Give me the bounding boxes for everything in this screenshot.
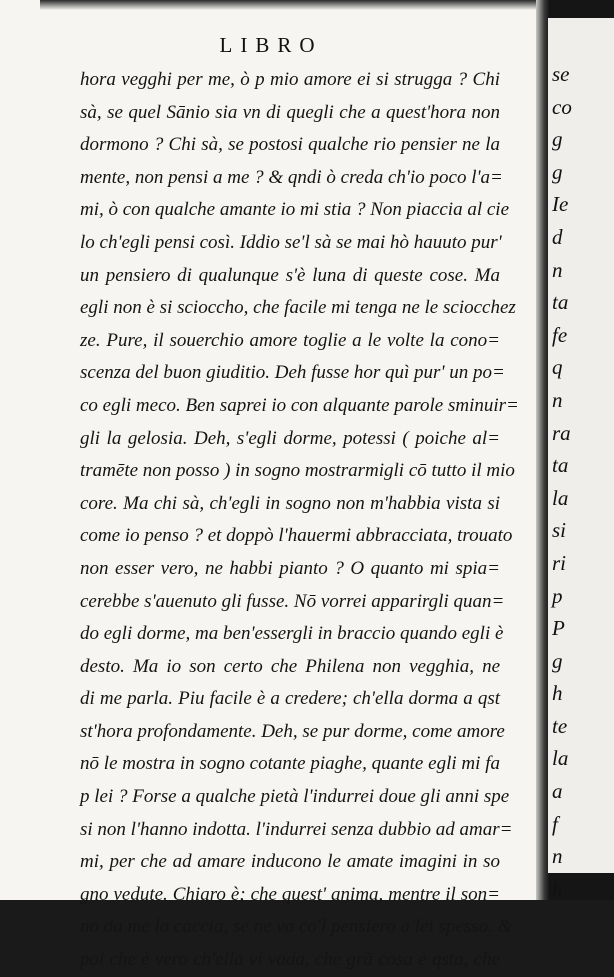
text-line: no da me la caccia, se ne va co'l pensiero a lei spesso. &	[80, 916, 513, 938]
body-text	[80, 64, 519, 977]
text-line: gno vedute. Chiaro è; che quest' anima, mentre il son=	[80, 883, 500, 905]
facing-page-line-start: la	[552, 746, 569, 771]
text-line: mi, per che ad amare inducono le amate imagini in so	[80, 851, 500, 873]
facing-page-line-start: ri	[552, 550, 567, 575]
facing-page-line-start: g	[552, 648, 563, 673]
text-line: st'hora profondamente. Deh, se pur dorme, come amore	[80, 720, 505, 742]
facing-page-line-start: si	[552, 518, 567, 543]
text-line: scenza del buon giuditio. Deh fusse hor quì pur' un po=	[80, 362, 505, 384]
facing-page-line-start: n	[552, 844, 563, 869]
facing-page-line-start: g	[552, 159, 563, 184]
facing-page-line-start: ta	[552, 290, 569, 315]
facing-page-line-start: P	[552, 616, 565, 641]
text-line: desto. Ma io son certo che Philena non vegghia, ne	[80, 655, 500, 677]
facing-page-line-start: f	[552, 811, 558, 836]
text-line: di me parla. Piu facile è a credere; ch'ella dorma a qst	[80, 688, 500, 710]
text-line: egli non è si scioccho, che facile mi tenga ne le sciocchez	[80, 297, 516, 319]
text-line: core. Ma chi sà, ch'egli in sogno non m'habbia vista si	[80, 492, 500, 514]
facing-page-line-start: co	[552, 94, 572, 119]
text-line: un pensiero di qualunque s'è luna di queste cose. Ma	[80, 264, 500, 286]
facing-page-line-start: fe	[552, 322, 568, 347]
text-line: poi che è vero ch'ella vi vada, che grā cosa è qsta, che	[80, 949, 500, 971]
text-line: come io penso ? et doppò l'hauermi abbracciata, trouato	[80, 525, 513, 547]
text-line: gli la gelosia. Deh, s'egli dorme, potessi ( poiche al=	[80, 427, 500, 449]
facing-page-line-start: n	[552, 387, 563, 412]
text-line: ze. Pure, il souerchio amore toglie a le volte la cono=	[80, 329, 500, 351]
text-line: mi, ò con qualche amante io mi stia ? Non piaccia al cie	[80, 199, 510, 221]
facing-page-line-start: a	[552, 779, 563, 804]
text-line: do egli dorme, ma ben'essergli in braccio quando egli è	[80, 623, 504, 645]
facing-page-line-start: se	[552, 62, 570, 86]
facing-page-line-start: n	[552, 257, 563, 282]
facing-page-line-start: h	[552, 681, 563, 706]
text-line: si non l'hanno indotta. l'indurrei senza dubbio ad amar=	[80, 818, 513, 840]
facing-page	[548, 18, 614, 901]
facing-page-line-start: ta	[552, 453, 569, 478]
text-line: non esser vero, ne habbi pianto ? O quanto mi spia=	[80, 557, 500, 579]
facing-page-line-start: q	[552, 355, 563, 380]
facing-page-line-start: te	[552, 713, 568, 738]
facing-page-line-start: d	[552, 224, 563, 249]
text-line: sà, se quel Sānio sia vn di quegli che a quest'hora non	[80, 101, 500, 123]
facing-page-line-start: p	[552, 583, 563, 608]
text-line: mente, non pensi a me ? & qndi ò creda ch'io poco l'a=	[80, 166, 503, 188]
facing-page-line-start: Ie	[552, 192, 569, 217]
text-line: dormono ? Chi sà, se postosi qualche rio pensier ne la	[80, 134, 500, 156]
text-line: cerebbe s'auenuto gli fusse. Nō vorrei apparirgli quan=	[80, 590, 505, 612]
text-line: co egli meco. Ben saprei io con alquante parole sminuir=	[80, 394, 519, 416]
text-line: p lei ? Forse a qualche pietà l'indurrei doue gli anni spe	[80, 786, 510, 808]
running-head: LIBRO	[219, 33, 323, 57]
facing-page-line-start: la	[552, 485, 569, 510]
facing-page-line-start: ra	[552, 420, 571, 445]
facing-page-line-starts	[552, 58, 572, 905]
facing-page-line-start: g	[552, 127, 563, 152]
text-line: lo ch'egli pensi così. Iddio se'l sà se mai hò hauuto pur'	[80, 231, 502, 253]
text-line: tramēte non posso ) in sogno mostrarmigli cō tutto il mio	[80, 460, 515, 482]
text-line: hora vegghi per me, ò p mio amore ei si strugga ? Chi	[80, 69, 500, 90]
text-line: nō le mostra in sogno cotante piaghe, quante egli mi fa	[80, 753, 500, 775]
page-edge-shadow	[40, 0, 542, 10]
facing-page-line-start: h	[552, 876, 563, 901]
